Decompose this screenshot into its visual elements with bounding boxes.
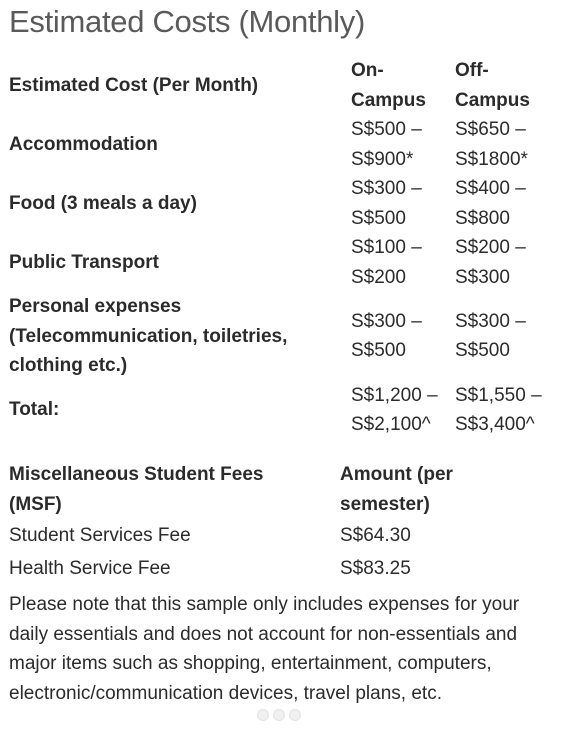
msf-header-row xyxy=(9,460,559,519)
cost-row-label-text: Public Transport xyxy=(9,251,159,273)
on-campus-cost-max: S$500 xyxy=(351,207,406,229)
cost-row-label xyxy=(9,233,351,292)
off-campus-header xyxy=(455,56,559,115)
off-campus-cost-max: S$3,400^ xyxy=(455,414,535,435)
on-campus-cost-min: S$500 – xyxy=(351,119,422,140)
off-campus-cost-max: S$300 xyxy=(455,266,510,288)
off-campus-cost-min: S$650 – xyxy=(455,119,526,140)
on-campus-cost-min: S$300 – xyxy=(351,310,422,332)
on-campus-header-line-1: On- xyxy=(351,60,384,81)
msf-table xyxy=(9,460,559,585)
page-title: Estimated Costs (Monthly) xyxy=(9,4,365,39)
msf-header-label-line-2: (MSF) xyxy=(9,493,62,515)
cost-row-label xyxy=(9,381,351,440)
on-campus-cost-min: S$100 – xyxy=(351,237,422,258)
msf-fee-label: Health Service Fee xyxy=(9,558,171,579)
off-campus-cost-min: S$300 – xyxy=(455,310,526,332)
off-campus-cost xyxy=(455,115,559,174)
estimated-cost-table xyxy=(9,56,559,440)
off-campus-cost-min: S$400 – xyxy=(455,178,526,199)
on-campus-cost xyxy=(351,292,455,381)
on-campus-cost-min: S$1,200 – xyxy=(351,384,438,406)
on-campus-cost-max: S$500 xyxy=(351,340,406,362)
off-campus-cost xyxy=(455,233,559,292)
msf-amount-header xyxy=(340,460,559,519)
msf-row-health-service-fee xyxy=(9,552,559,585)
cost-row-label xyxy=(9,174,351,233)
msf-row-student-services-fee xyxy=(9,519,559,552)
cost-row-label-text: Total: xyxy=(9,399,60,421)
off-campus-cost-max: S$1800* xyxy=(455,148,528,170)
off-campus-cost-max: S$500 xyxy=(455,340,510,362)
cost-table-header-row xyxy=(9,56,559,115)
off-campus-header-line-2: Campus xyxy=(455,89,530,111)
off-campus-cost xyxy=(455,292,559,381)
cost-row-label-text: Food (3 meals a day) xyxy=(9,192,197,214)
cost-row-label xyxy=(9,292,351,381)
carousel-dot[interactable] xyxy=(273,709,285,721)
cost-table-header-label: Estimated Cost (Per Month) xyxy=(9,74,259,96)
cost-row-label xyxy=(9,115,351,174)
off-campus-cost-min: S$1,550 – xyxy=(455,384,542,406)
cost-row-label-text: Personal expenses xyxy=(9,296,182,317)
on-campus-cost-min: S$300 – xyxy=(351,178,422,199)
off-campus-cost xyxy=(455,174,559,233)
msf-amount-header-line-2: semester) xyxy=(340,493,430,515)
off-campus-header-line-1: Off- xyxy=(455,60,489,81)
cost-row-label-text: (Telecommunication, toiletries, xyxy=(9,325,288,347)
cost-row-public-transport xyxy=(9,233,559,292)
carousel-dot[interactable] xyxy=(289,709,301,721)
carousel-dots xyxy=(257,709,301,721)
on-campus-cost-max: S$2,100^ xyxy=(351,414,431,435)
cost-row-total xyxy=(9,381,559,440)
on-campus-header-line-2: Campus xyxy=(351,89,426,111)
cost-row-food xyxy=(9,174,559,233)
msf-header-label xyxy=(9,460,340,519)
msf-header-label-line-1: Miscellaneous Student Fees xyxy=(9,464,264,485)
on-campus-header xyxy=(351,56,455,115)
on-campus-cost-max: S$200 xyxy=(351,266,406,288)
on-campus-cost xyxy=(351,381,455,440)
msf-fee-amount: S$64.30 xyxy=(340,525,411,546)
off-campus-cost xyxy=(455,381,559,440)
cost-row-accommodation xyxy=(9,115,559,174)
cost-row-label-text: clothing etc.) xyxy=(9,355,128,376)
off-campus-cost-min: S$200 – xyxy=(455,237,526,258)
cost-row-label-text: Accommodation xyxy=(9,133,158,155)
msf-fee-label: Student Services Fee xyxy=(9,525,191,546)
cost-row-personal-expenses xyxy=(9,292,559,381)
on-campus-cost-max: S$900* xyxy=(351,148,414,170)
carousel-dot[interactable] xyxy=(257,709,269,721)
on-campus-cost xyxy=(351,115,455,174)
on-campus-cost xyxy=(351,233,455,292)
msf-amount-header-line-1: Amount (per xyxy=(340,464,453,485)
on-campus-cost xyxy=(351,174,455,233)
off-campus-cost-max: S$800 xyxy=(455,207,510,229)
expenses-note: Please note that this sample only includes expenses for your daily essentials and does not account for non-essentials and major items such as shopping, entertainment, computers, electronic/communication devices, travel plans, etc. xyxy=(9,594,520,704)
msf-fee-amount: S$83.25 xyxy=(340,558,411,579)
